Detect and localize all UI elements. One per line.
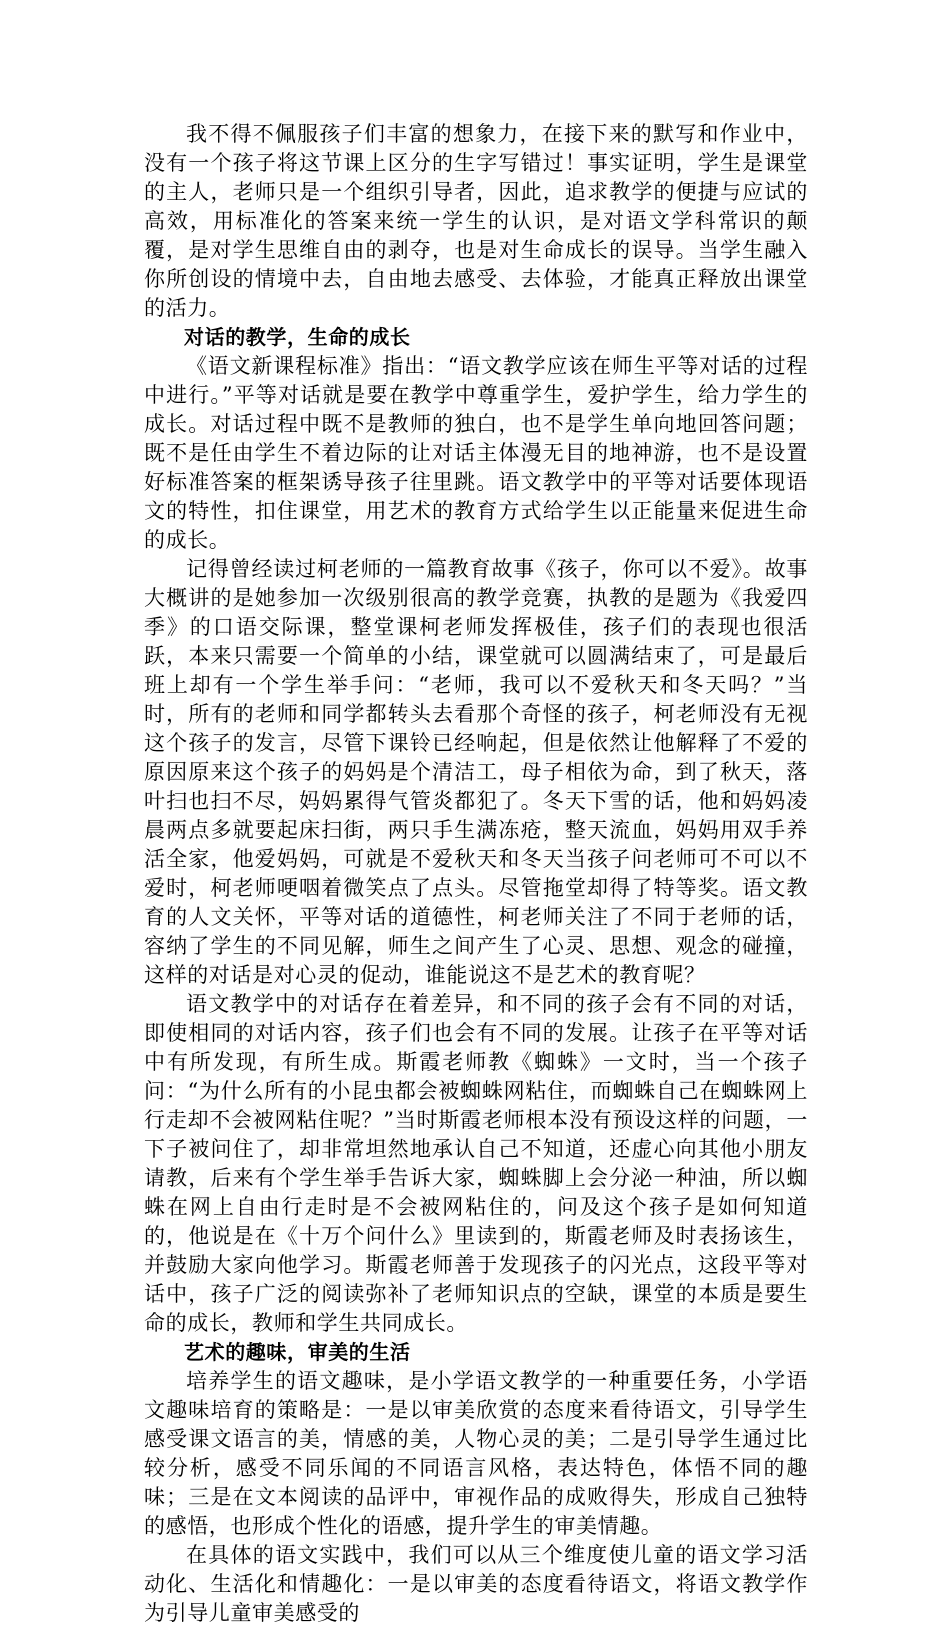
paragraph-imagination: 我不得不佩服孩子们丰富的想象力，在接下来的默写和作业中，没有一个孩子将这节课上区分的生字写错过！事实证明，学生是课堂的主人，老师只是一个组织引导者，因此，追求教学的便捷与应试的高效，用标准化的答案来统一学生的认识，是对语文学科常识的颠覆，是对学生思维自由的剥夺，也是对生命成长的误导。当学生融入你所创设的情境中去，自由地去感受、去体验，才能真正释放出课堂的活力。 [144,122,808,320]
paragraph-teacher-sixia-story: 语文教学中的对话存在着差异，和不同的孩子会有不同的对话，即使相同的对话内容，孩子们也会有不同的发展。让孩子在平等对话中有所发现，有所生成。斯霞老师教《蜘蛛》一文时，当一个孩子问：“为什么所有的小昆虫都会被蜘蛛网粘住，而蜘蛛自己在蜘蛛网上行走却不会被网粘住呢？”当时斯霞老师根本没有预设这样的问题，一下子被问住了，却非常坦然地承认自己不知道，还虚心向其他小朋友请教，后来有个学生举手告诉大家，蜘蛛脚上会分泌一种油，所以蜘蛛在网上自由行走时是不会被网粘住的，问及这个孩子是如何知道的，他说是在《十万个问什么》里读到的，斯霞老师及时表扬该生，并鼓励大家向他学习。斯霞老师善于发现孩子的闪光点，这段平等对话中，孩子广泛的阅读弥补了老师知识点的空缺，课堂的本质是要生命的成长，教师和学生共同成长。 [144,992,808,1335]
paragraph-interest-strategies: 培养学生的语文趣味，是小学语文教学的一种重要任务，小学语文趣味培育的策略是：一是以审美欣赏的态度来看待语文，引导学生感受课文语言的美，情感的美，人物心灵的美；二是引导学生通过比较分析，感受不同乐闻的不同语言风格，表达特色，体悟不同的趣味；三是在文本阅读的品评中，审视作品的成败得失，形成自己独特的感悟，也形成个性化的语感，提升学生的审美情趣。 [144,1369,808,1538]
document-page [144,120,808,1628]
paragraph-curriculum-standard: 《语文新课程标准》指出：“语文教学应该在师生平等对话的过程中进行。”平等对话就是要在教学中尊重学生，爱护学生，给力学生的成长。对话过程中既不是教师的独白，也不是学生单向地回答问题；既不是任由学生不着边际的让对话主体漫无目的地神游，也不是设置好标准答案的框架诱导孩子往里跳。语文教学中的平等对话要体现语文的特性，扣住课堂，用艺术的教育方式给学生以正能量来促进生命的成长。 [144,354,808,552]
paragraph-practice-dimensions: 在具体的语文实践中，我们可以从三个维度使儿童的语文学习活动化、生活化和情趣化：一是以审美的态度看待语文，将语文教学作为引导儿童审美感受的 [144,1543,808,1625]
section-heading-dialogue: 对话的教学，生命的成长 [184,325,411,349]
paragraph-teacher-ke-story: 记得曾经读过柯老师的一篇教育故事《孩子，你可以不爱》。故事大概讲的是她参加一次级别很高的教学竞赛，执教的是题为《我爱四季》的口语交际课，整堂课柯老师发挥极佳，孩子们的表现也很活跃，本来只需要一个简单的小结，课堂就可以圆满结束了，可是最后班上却有一个学生举手问：“老师，我可以不爱秋天和冬天吗？”当时，所有的老师和同学都转头去看那个奇怪的孩子，柯老师没有无视这个孩子的发言，尽管下课铃已经响起，但是依然让他解释了不爱的原因原来这个孩子的妈妈是个清洁工，母子相依为命，到了秋天，落叶扫也扫不尽，妈妈累得气管炎都犯了。冬天下雪的话，他和妈妈凌晨两点多就要起床扫街，两只手生满冻疮，整天流血，妈妈用双手养活全家，他爱妈妈，可就是不爱秋天和冬天当孩子问老师可不可以不爱时，柯老师哽咽着微笑点了点头。尽管拖堂却得了特等奖。语文教育的人文关怀，平等对话的道德性，柯老师关注了不同于老师的话，容纳了学生的不同见解，师生之间产生了心灵、思想、观念的碰撞，这样的对话是对心灵的促动，谁能说这不是艺术的教育呢？ [144,557,808,987]
section-heading-aesthetics: 艺术的趣味，审美的生活 [184,1340,411,1364]
